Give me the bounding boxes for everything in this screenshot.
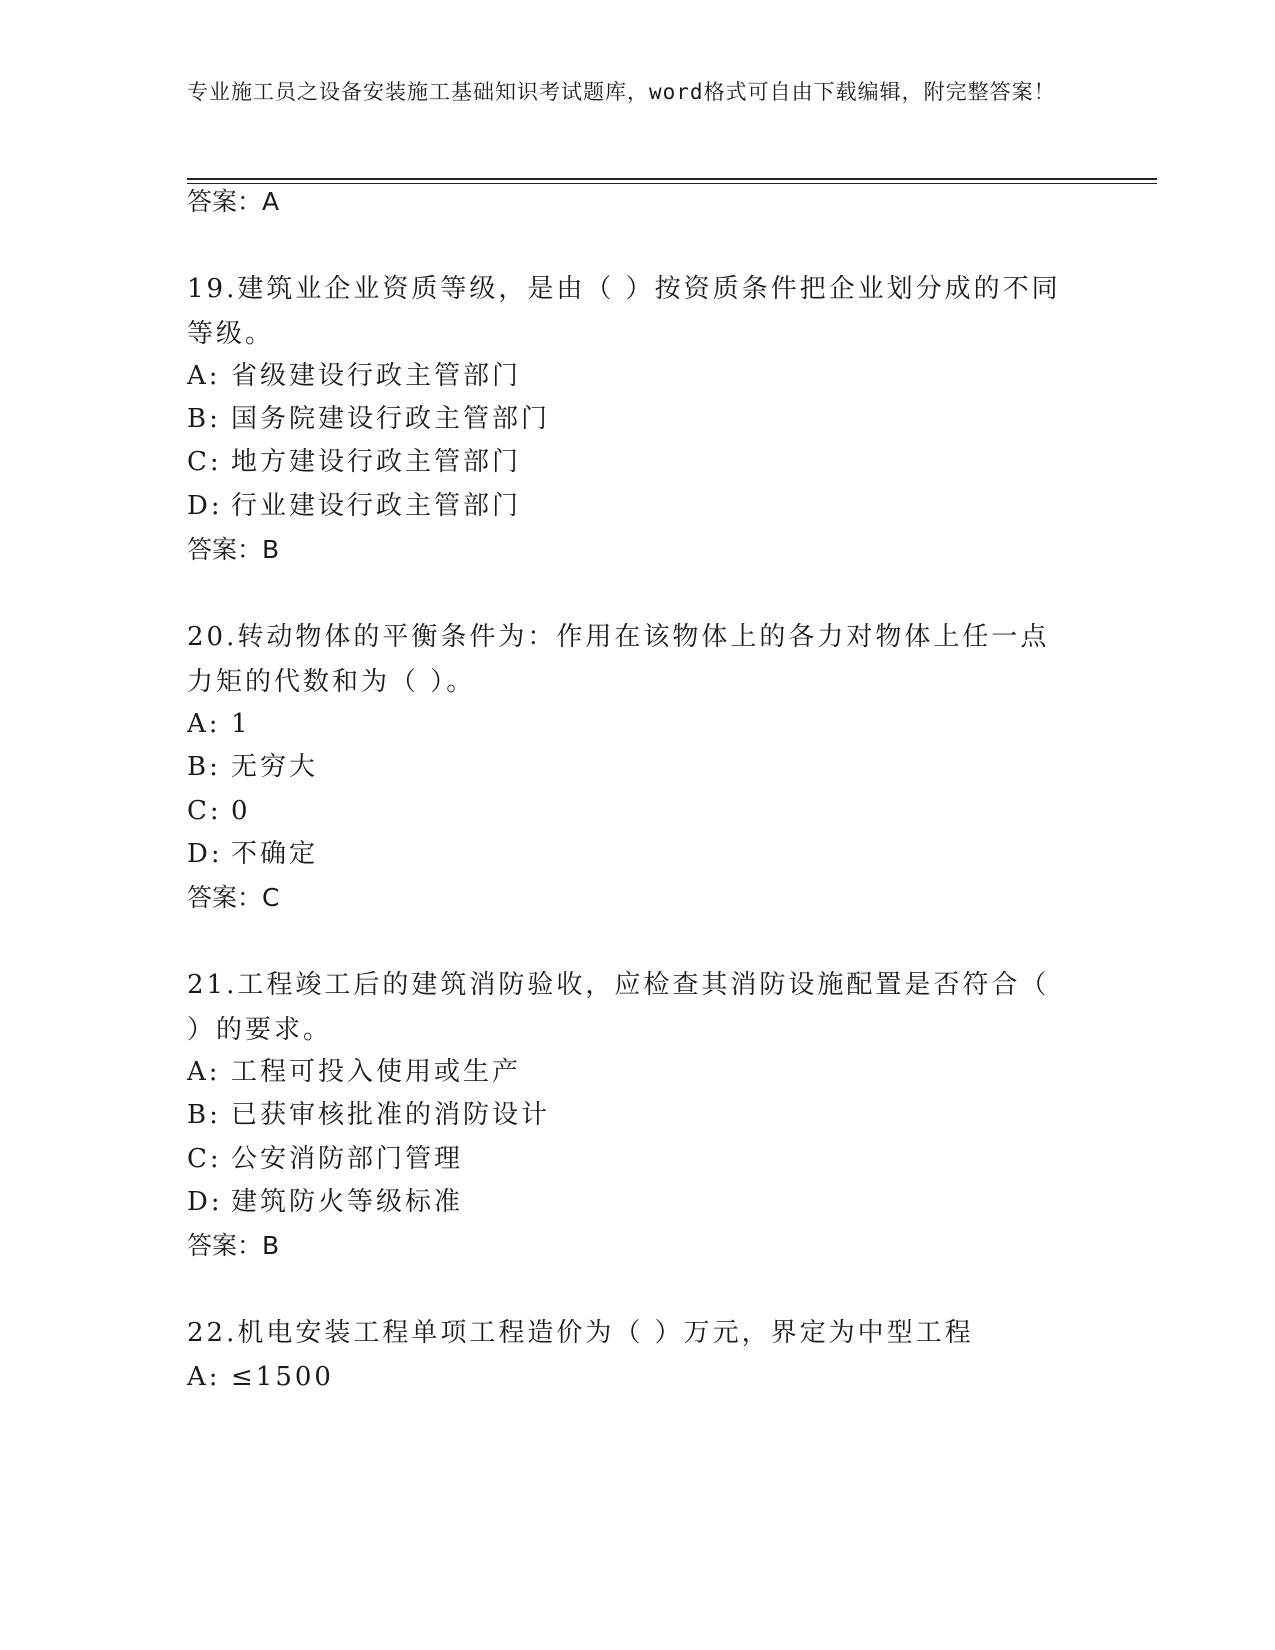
option-text: 0 xyxy=(231,796,251,826)
option-text: 国务院建设行政主管部门 xyxy=(231,404,551,434)
option-text: 建筑防火等级标准 xyxy=(231,1187,464,1217)
option-text: 公安消防部门管理 xyxy=(231,1144,464,1174)
option-label: D: xyxy=(187,1187,223,1217)
answer-19: 答案：B xyxy=(187,535,280,564)
option-label: B: xyxy=(187,1100,221,1130)
answer-18: 答案：A xyxy=(187,187,280,216)
question-22-option-a xyxy=(187,1355,334,1400)
option-label: B: xyxy=(187,752,221,782)
question-21-option-b xyxy=(187,1093,550,1138)
option-label: D: xyxy=(187,491,223,521)
question-20-stem: 20.转动物体的平衡条件为：作用在该物体上的各力对物体上任一点力矩的代数和为（ ）。 xyxy=(187,622,1050,697)
option-text: 无穷大 xyxy=(231,752,319,782)
question-19-option-d xyxy=(187,484,521,529)
option-label: C: xyxy=(187,1144,222,1174)
question-22-stem: 22.机电安装工程单项工程造价为（ ）万元，界定为中型工程 xyxy=(187,1318,974,1348)
option-text: 省级建设行政主管部门 xyxy=(231,361,522,391)
question-19-option-c xyxy=(187,440,521,485)
option-label: C: xyxy=(187,796,222,826)
option-text: 已获审核批准的消防设计 xyxy=(231,1100,551,1130)
question-19-stem: 19.建筑业企业资质等级，是由（ ）按资质条件把企业划分成的不同等级。 xyxy=(187,274,1061,349)
option-text: 行业建设行政主管部门 xyxy=(231,491,522,521)
option-label: C: xyxy=(187,447,222,477)
answer-20: 答案：C xyxy=(187,883,280,912)
question-21-stem: 21.工程竣工后的建筑消防验收，应检查其消防设施配置是否符合（ ）的要求。 xyxy=(187,970,1050,1045)
question-20-option-d xyxy=(187,832,318,877)
option-text: 1 xyxy=(231,709,251,739)
question-19-option-b xyxy=(187,397,550,442)
question-21-option-d xyxy=(187,1180,463,1225)
question-21-option-c xyxy=(187,1137,463,1182)
option-label: D: xyxy=(187,839,223,869)
option-label: A: xyxy=(187,1057,221,1087)
question-20-option-a xyxy=(187,702,251,747)
option-label: A: xyxy=(187,709,221,739)
option-text: 工程可投入使用或生产 xyxy=(231,1057,522,1087)
question-20-option-c xyxy=(187,789,251,834)
header-divider-thick xyxy=(187,178,1157,180)
option-label: A: xyxy=(187,1362,221,1392)
question-21-option-a xyxy=(187,1050,521,1095)
option-label: B: xyxy=(187,404,221,434)
answer-21: 答案：B xyxy=(187,1231,280,1260)
option-text: ≤1500 xyxy=(231,1362,334,1392)
option-text: 地方建设行政主管部门 xyxy=(231,447,522,477)
option-label: A: xyxy=(187,361,221,391)
question-20-option-b xyxy=(187,745,318,790)
question-19-option-a xyxy=(187,354,521,399)
header-text: 专业施工员之设备安装施工基础知识考试题库，word格式可自由下载编辑，附完整答案！ xyxy=(187,80,1056,104)
option-text: 不确定 xyxy=(231,839,319,869)
header-divider-thin xyxy=(187,183,1157,184)
